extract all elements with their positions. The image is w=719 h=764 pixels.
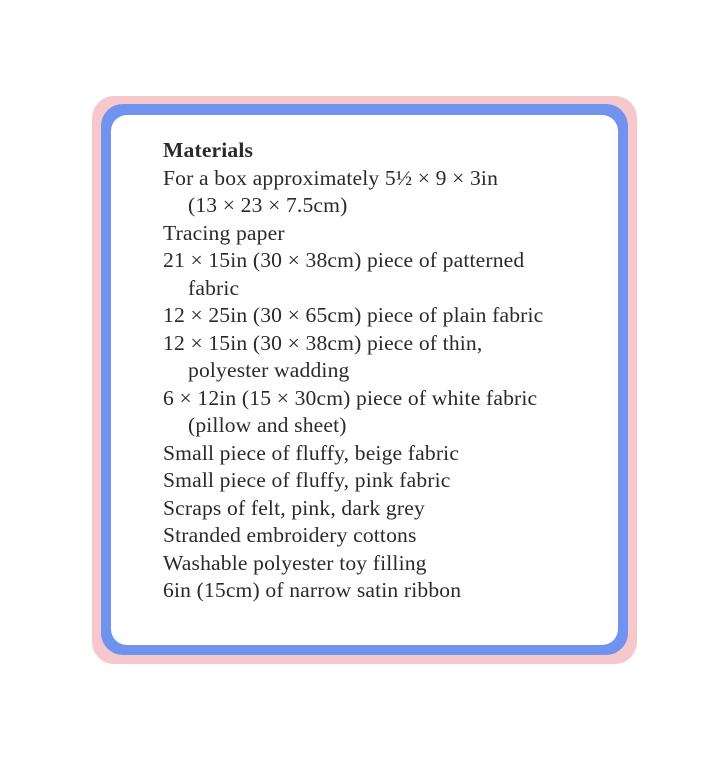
list-item [163, 220, 543, 248]
list-item-line: Small piece of fluffy, beige fabric [163, 440, 460, 465]
list-item-line: Washable polyester toy filling [163, 550, 427, 575]
list-item [163, 467, 543, 495]
list-item-line: 12 × 25in (30 × 65cm) piece of plain fabric [163, 303, 544, 327]
list-item-continuation: fabric [188, 275, 240, 300]
list-item-line: Stranded embroidery cottons [163, 523, 417, 547]
list-item [163, 247, 543, 302]
list-item [163, 577, 543, 605]
list-item-line: Tracing paper [163, 220, 285, 245]
list-item-line: For a box approximately 5½ × 9 × 3in [163, 165, 499, 190]
list-item [163, 495, 543, 523]
list-item [163, 302, 543, 330]
list-item [163, 330, 543, 385]
list-item-line: Scraps of felt, pink, dark grey [163, 495, 425, 520]
list-item-continuation: (pillow and sheet) [188, 413, 347, 437]
list-item [163, 165, 543, 220]
materials-list [163, 137, 543, 605]
list-item-continuation: (13 × 23 × 7.5cm) [188, 193, 348, 217]
list-item [163, 385, 543, 440]
list-item-line: 12 × 15in (30 × 38cm) piece of thin, [163, 330, 483, 355]
list-item-line: Small piece of fluffy, pink fabric [163, 468, 451, 492]
list-item [163, 550, 543, 578]
list-item-line: 6in (15cm) of narrow satin ribbon [163, 578, 462, 602]
list-item [163, 522, 543, 550]
list-item-line: 21 × 15in (30 × 38cm) piece of patterned [163, 248, 525, 272]
materials-heading: Materials [163, 138, 254, 162]
list-item-continuation: polyester wadding [188, 358, 350, 382]
list-item-line: 6 × 12in (15 × 30cm) piece of white fabric [163, 385, 538, 410]
list-item [163, 440, 543, 468]
